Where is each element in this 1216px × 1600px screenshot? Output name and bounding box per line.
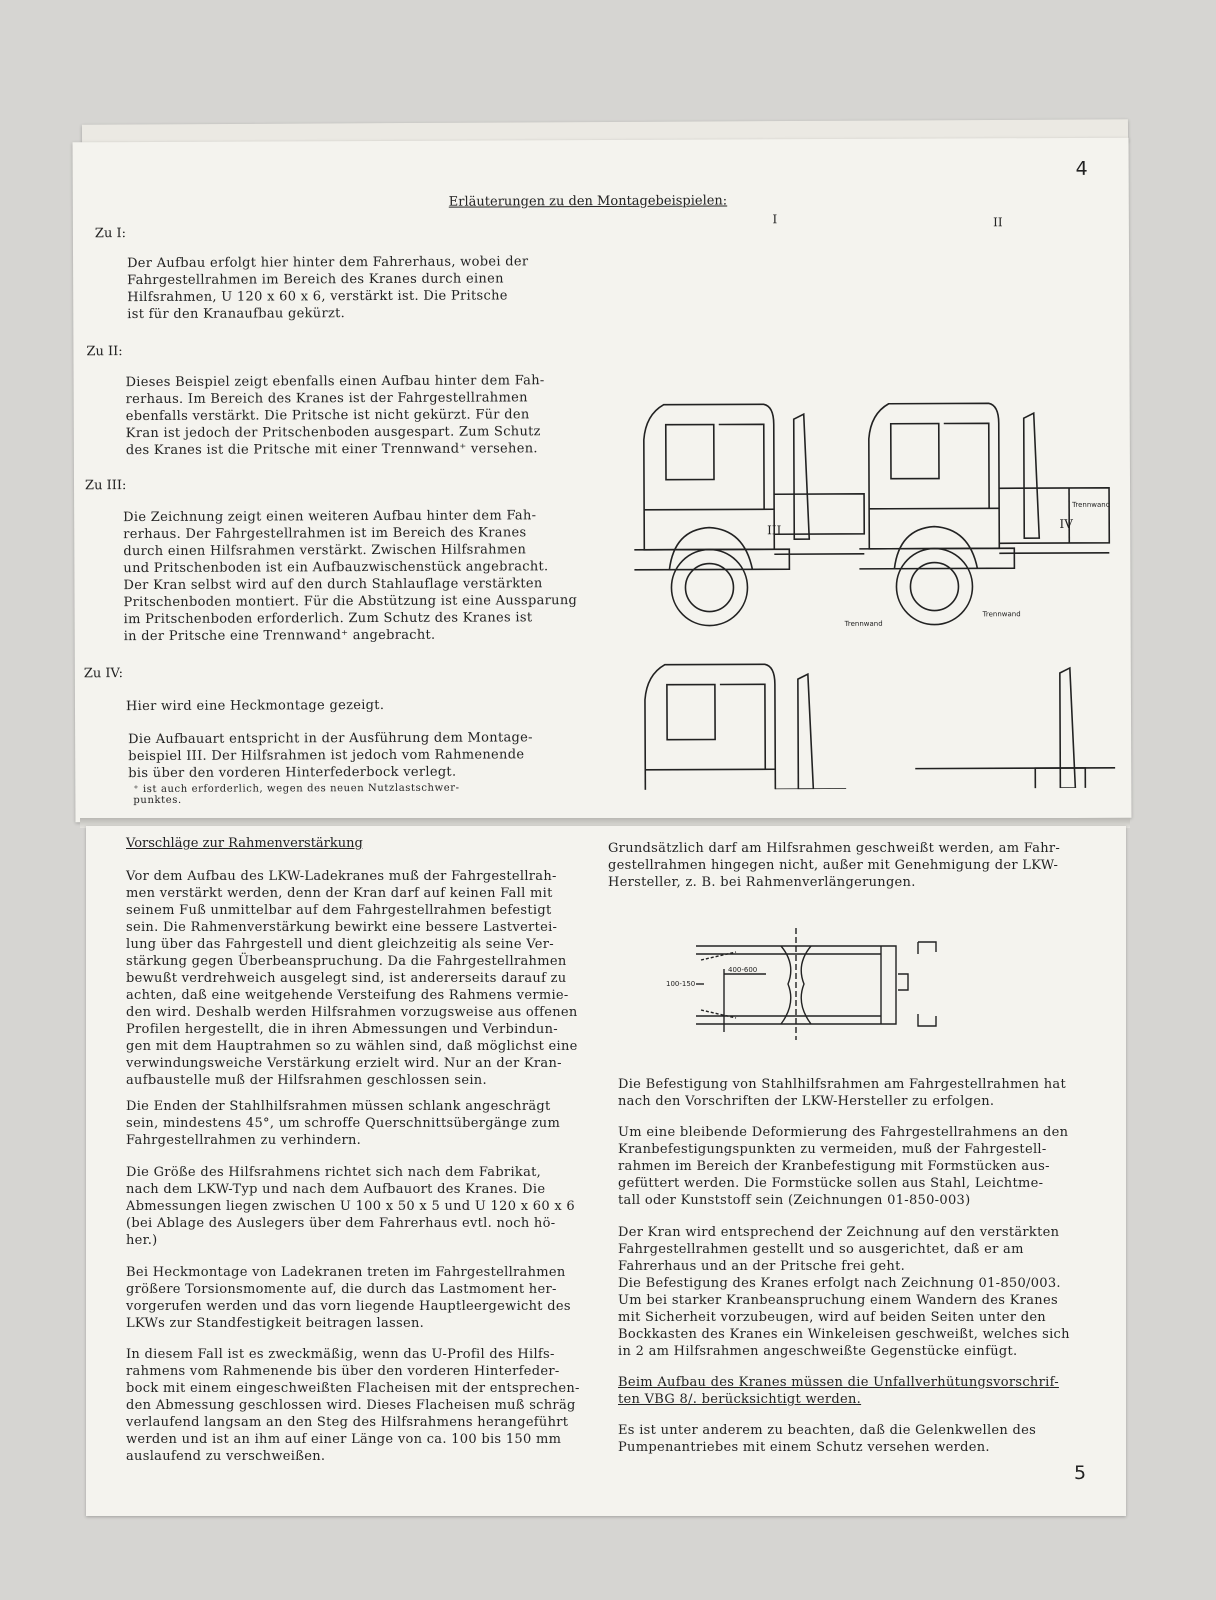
right-paragraph-2: Um eine bleibende Deformierung des Fahrgestellrahmens an den Kranbefestigungspunkten zu vermeiden, muß der Fahrgestell- rahmen im Bereich der Kranbefestigung mit Formstücken aus- gefüttert werden. Die Formstücke sollen aus Stahl, Leichtme- tall oder Kunststoff sein (Zeichnungen 01-850-003)	[618, 1125, 1069, 1208]
section-label-iv: Zu IV:	[83, 666, 124, 682]
right-intro: Grundsätzlich darf am Hilfsrahmen geschweißt werden, am Fahr- gestellrahmen hingegen nicht, außer mit Genehmigung der LKW- Hersteller, z. B. bei Rahmenverlängerungen.	[608, 841, 1061, 890]
figure-label-i: I	[772, 212, 778, 227]
trennwand-label-iv: Trennwand	[982, 610, 1021, 619]
left-paragraph-2: Die Enden der Stahlhilfsrahmen müssen schlank angeschrägt sein, mindestens 45°, um schroffe Querschnittsübergänge zum Fahrgestellrahmen zu verhindern.	[126, 1099, 561, 1148]
dimension-400-600: 400-600	[728, 966, 758, 974]
left-paragraph-5: In diesem Fall ist es zweckmäßig, wenn das U-Profil des Hilfs- rahmens vom Rahmenende bis über den vorderen Hinterfeder- bock mit einem eingeschweißten Flacheisen mit der entsprechen- den Abmessung geschlossen wird. Dieses Flacheisen muß schräg verlaufend langsam an den Steg des Hilfsrahmens herangeführt werden und ist an ihm auf einer Länge von ca. 100 bis 150 mm auslaufend zu verschweißen.	[126, 1347, 580, 1464]
left-paragraph-1: Vor dem Aufbau des LKW-Ladekranes muß der Fahrgestellrah- men verstärkt werden, denn der Kran darf auf keinen Fall mit seinem Fuß unmittelbar auf dem Fahrgestellrahmen befestigt sein. Die Rahmenverstärkung bewirkt eine bessere Lastvertei- lung über das Fahrgestell und dient gleichzeitig als seine Ver- stärkung gegen Überbeanspruchung. Da die Fahrgestellrahmen bewußt verdrehweich ausgelegt sind, ist andererseits darauf zu achten, daß eine weitgehende Versteifung des Rahmens vermie- den wird. Deshalb werden Hilfsrahmen vorzugsweise aus offenen Profilen hergestellt, die in ihren Abmessungen und Verbindun- gen mit dem Hauptrahmen so zu wählen sind, daß möglichst eine verwindungsweiche Verstärkung erzielt wird. Nur an der Kran- aufbaustelle muß der Hilfsrahmen geschlossen sein.	[126, 869, 578, 1088]
section-text-iii: Die Zeichnung zeigt einen weiteren Aufbau hinter dem Fah- rerhaus. Der Fahrgestellrahmen ist im Bereich des Kranes durch einen Hilfsrahmen verstärkt. Zwischen Hilfsrahmen und Pritschenboden ist ein Aufbauzwischenstück angebracht. Der Kran selbst wird auf den durch Stahlauflage verstärkten Pritschenboden montiert. Für die Abstützung ist eine Aussparung im Pritschenboden erforderlich. Zum Schutz des Kranes ist in der Pritsche eine Trennwand⁺ angebracht.	[123, 508, 578, 645]
section-text-iv-2: Die Aufbauart entspricht in der Ausführung dem Montage- beispiel III. Der Hilfsrahmen ist jedoch vom Rahmenende bis über den vorderen Hinterfederbock verlegt.	[128, 730, 533, 782]
truck-drawings	[613, 208, 1116, 790]
page-heading: Vorschläge zur Rahmenverstärkung	[126, 836, 363, 851]
figure-label-ii: II	[993, 215, 1003, 230]
left-paragraph-4: Bei Heckmontage von Ladekranen treten im Fahrgestellrahmen größere Torsionsmomente auf, die durch das Lastmoment her- vorgerufen werden und das vorn liegende Hauptleergewicht des LKWs zur Standfestigkeit beitragen lassen.	[126, 1265, 571, 1331]
left-paragraph-3: Die Größe des Hilfsrahmens richtet sich nach dem Fabrikat, nach dem LKW-Typ und nach dem Aufbauort des Kranes. Die Abmessungen liegen zwischen U 100 x 50 x 5 und U 120 x 60 x 6 (bei Ablage des Auslegers über dem Fahrerhaus evtl. noch hö- her.)	[126, 1165, 575, 1248]
right-paragraph-3: Der Kran wird entsprechend der Zeichnung auf den verstärkten Fahrgestellrahmen gestellt und so ausgerichtet, daß er am Fahrerhaus und an der Pritsche frei geht. Die Befestigung des Kranes erfolgt nach Zeichnung 01-850/003. Um bei starker Kranbeanspruchung einem Wandern des Kranes mit Sicherheit vorzubeugen, wird auf beiden Seiten unter den Bockkasten des Kranes ein Winkeleisen geschweißt, welches sich in 2 am Hilfsrahmen angeschweißte Gegenstücke einfügt.	[618, 1225, 1070, 1359]
right-paragraph-1: Die Befestigung von Stahlhilfsrahmen am Fahrgestellrahmen hat nach den Vorschriften der LKW-Hersteller zu erfolgen.	[618, 1077, 1066, 1109]
trennwand-label-ii: Trennwand	[1072, 500, 1111, 509]
truck-iii-drawing	[635, 664, 846, 790]
footnote: ⁺ ist auch erforderlich, wegen des neuen Nutzlastschwer- punktes.	[133, 782, 460, 807]
frame-reinforcement-diagram	[656, 924, 956, 1044]
page-5	[86, 826, 1126, 1516]
figure-label-iv: IV	[1059, 516, 1073, 532]
section-text-i: Der Aufbau erfolgt hier hinter dem Fahrerhaus, wobei der Fahrgestellrahmen im Bereich des Kranes durch einen Hilfsrahmen, U 120 x 60 x 6, verstärkt ist. Die Pritsche ist für den Kranaufbau gekürzt.	[127, 254, 529, 323]
section-label-iii: Zu III:	[84, 478, 127, 494]
section-label-ii: Zu II:	[86, 344, 123, 360]
dimension-100-150: 100-150	[666, 980, 696, 988]
figure-label-iii: III	[767, 523, 782, 538]
safety-warning: Beim Aufbau des Kranes müssen die Unfallverhütungsvorschrif- ten VBG 8/. berücksichtigt werden.	[618, 1375, 1059, 1407]
truck-ii-drawing	[859, 403, 1110, 625]
page-number: 4	[1075, 157, 1088, 180]
closing-note: Es ist unter anderem zu beachten, daß die Gelenkwellen des Pumpenantriebes mit einem Schutz versehen werden.	[618, 1423, 1037, 1455]
page-heading: Erläuterungen zu den Montagebeispielen:	[448, 193, 728, 210]
truck-iv-drawing	[915, 668, 1116, 790]
page-number: 5	[1074, 1462, 1087, 1484]
truck-i-drawing	[634, 404, 865, 626]
section-text-ii: Dieses Beispiel zeigt ebenfalls einen Aufbau hinter dem Fah- rerhaus. Im Bereich des Kranes ist der Fahrgestellrahmen ebenfalls verstärkt. Die Pritsche ist nicht gekürzt. Für den Kran ist jedoch der Pritschenboden ausgespart. Zum Schutz des Kranes ist die Pritsche mit einer Trennwand⁺ versehen.	[125, 373, 545, 459]
section-label-i: Zu I:	[94, 226, 127, 242]
page-4	[73, 138, 1132, 823]
trennwand-label-iii: Trennwand	[844, 619, 883, 628]
section-text-iv: Hier wird eine Heckmontage gezeigt.	[125, 697, 385, 715]
